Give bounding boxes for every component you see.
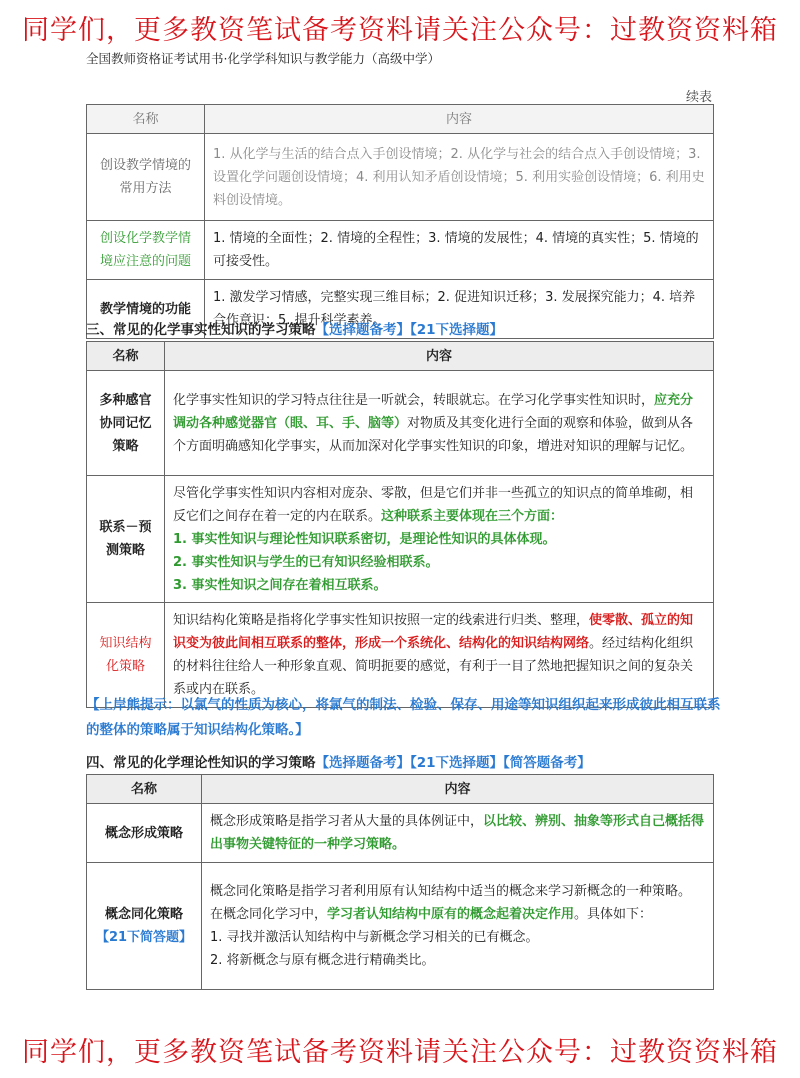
row-name: 创设教学情境的常用方法 <box>87 134 205 221</box>
header-content: 内容 <box>202 775 714 804</box>
header-name: 名称 <box>87 105 205 134</box>
row-highlight: 这种联系主要体现在三个方面： <box>381 508 564 524</box>
row-text: 尽管化学事实性知识内容相对庞杂、零散，但是它们并非一些孤立的知识点的简单堆砌，相反它们之间存在着一定的内在联系。 <box>173 485 694 524</box>
row-text: 概念同化策略是指学习者利用原有认知结构中适当的概念来学习新概念的一种策略。 <box>210 884 692 899</box>
row-name: 概念形成策略 <box>87 804 202 863</box>
table-row <box>87 134 714 221</box>
row-content <box>165 603 714 708</box>
table-row <box>87 221 714 280</box>
section-3-title: 三、常见的化学事实性知识的学习策略 <box>86 322 316 338</box>
section-3-tags: 【选择题备考】【21下选择题】 <box>315 322 504 338</box>
section-4-title: 四、常见的化学理论性知识的学习策略 <box>86 755 316 771</box>
row-name: 创设化学教学情境应注意的问题 <box>87 221 205 280</box>
promo-banner-top: 同学们，更多教资笔试备考资料请关注公众号：过教资资料箱 <box>22 15 778 46</box>
row-text: 在概念同化学习中， <box>210 907 328 922</box>
section-4-tags: 【选择题备考】【21下选择题】【简答题备考】 <box>315 755 591 771</box>
promo-banner-bottom: 同学们，更多教资笔试备考资料请关注公众号：过教资资料箱 <box>22 1037 778 1068</box>
list-item: 3. 事实性知识之间存在着相互联系。 <box>173 577 387 593</box>
tip-note: 【上岸熊提示：以氯气的性质为核心，将氯气的制法、检验、保存、用途等知识组织起来形成彼此相互联系的整体的策略属于知识结构化策略。】 <box>86 697 721 738</box>
table-row <box>87 476 714 603</box>
list-item: 1. 事实性知识与理论性知识联系密切，是理论性知识的具体体现。 <box>173 531 556 547</box>
row-name: 概念同化策略 <box>104 907 183 922</box>
table-header-row <box>87 342 714 371</box>
header-name: 名称 <box>87 775 202 804</box>
list-item: 1. 寻找并激活认知结构中与新概念学习相关的已有概念。 <box>210 930 539 945</box>
row-content: 1. 从化学与生活的结合点入手创设情境；2. 从化学与社会的结合点入手创设情境；3. 设置化学问题创设情境；4. 利用认知矛盾创设情境；5. 利用实验创设情境；6. 利用史料创设情境。 <box>205 134 714 221</box>
header-name: 名称 <box>87 342 165 371</box>
row-name: 联系－预测策略 <box>87 476 165 603</box>
table-header-row <box>87 105 714 134</box>
row-content <box>202 804 714 863</box>
table-row <box>87 603 714 708</box>
row-name: 多种感官协同记忆策略 <box>87 371 165 476</box>
list-item: 2. 将新概念与原有概念进行精确类比。 <box>210 953 435 968</box>
row-highlight: 以比较、辨别、抽象等形式自己概括得出事物关键特征的一种学习策略。 <box>210 814 705 852</box>
row-highlight: 使零散、孤立的知识变为彼此间相互联系的整体，形成一个系统化、结构化的知识结构网络 <box>173 613 694 651</box>
row-name: 教学情境的功能 <box>87 280 205 339</box>
row-name: 知识结构化策略 <box>87 603 165 708</box>
row-text-end: 。具体如下： <box>574 907 653 922</box>
row-text-end: 对物质及其变化进行全面的观察和体验，做到从各个方面明确感知化学事实，从而加深对化学事实性知识的印象，增进对知识的理解与记忆。 <box>173 415 694 454</box>
table-factual-knowledge <box>86 341 714 708</box>
row-highlight: 学习者认知结构中原有的概念起着决定作用 <box>327 907 575 922</box>
row-text: 知识结构化策略是指将化学事实性知识按照一定的线索进行归类、整理， <box>173 613 590 628</box>
table-row <box>87 863 714 990</box>
book-title: 全国教师资格证考试用书·化学学科知识与教学能力（高级中学） <box>86 51 440 66</box>
row-content <box>165 476 714 603</box>
section-4-heading <box>86 751 591 771</box>
row-text: 概念形成策略是指学习者从大量的具体例证中， <box>210 814 484 829</box>
row-content: 1. 激发学习情感，完整实现三维目标；2. 促进知识迁移；3. 发展探究能力；4. 培养合作意识；5. 提升科学素养。 <box>205 280 714 339</box>
table-header-row <box>87 775 714 804</box>
header-content: 内容 <box>205 105 714 134</box>
row-content <box>202 863 714 990</box>
row-text-end: 。经过结构化组织的材料往往给人一种形象直观、简明扼要的感觉，有利于一目了然地把握知识之间的复杂关系或内在联系。 <box>173 636 694 697</box>
header-content: 内容 <box>165 342 714 371</box>
table-row <box>87 371 714 476</box>
table-theoretical-knowledge <box>86 774 714 990</box>
list-item: 2. 事实性知识与学生的已有知识经验相联系。 <box>173 554 439 570</box>
section-3-heading <box>86 318 503 338</box>
row-tag: 【21下简答题】 <box>95 930 193 945</box>
continued-label: 续表 <box>685 90 712 105</box>
row-content: 1. 情境的全面性；2. 情境的全程性；3. 情境的发展性；4. 情境的真实性；5. 情境的可接受性。 <box>205 221 714 280</box>
row-name-cell <box>87 863 202 990</box>
table-row <box>87 804 714 863</box>
table-teaching-situations <box>86 104 714 339</box>
row-text: 化学事实性知识的学习特点往往是一听就会，转眼就忘。在学习化学事实性知识时， <box>173 392 655 408</box>
row-content <box>165 371 714 476</box>
row-highlight: 应充分调动各种感觉器官（眼、耳、手、脑等） <box>173 392 694 431</box>
